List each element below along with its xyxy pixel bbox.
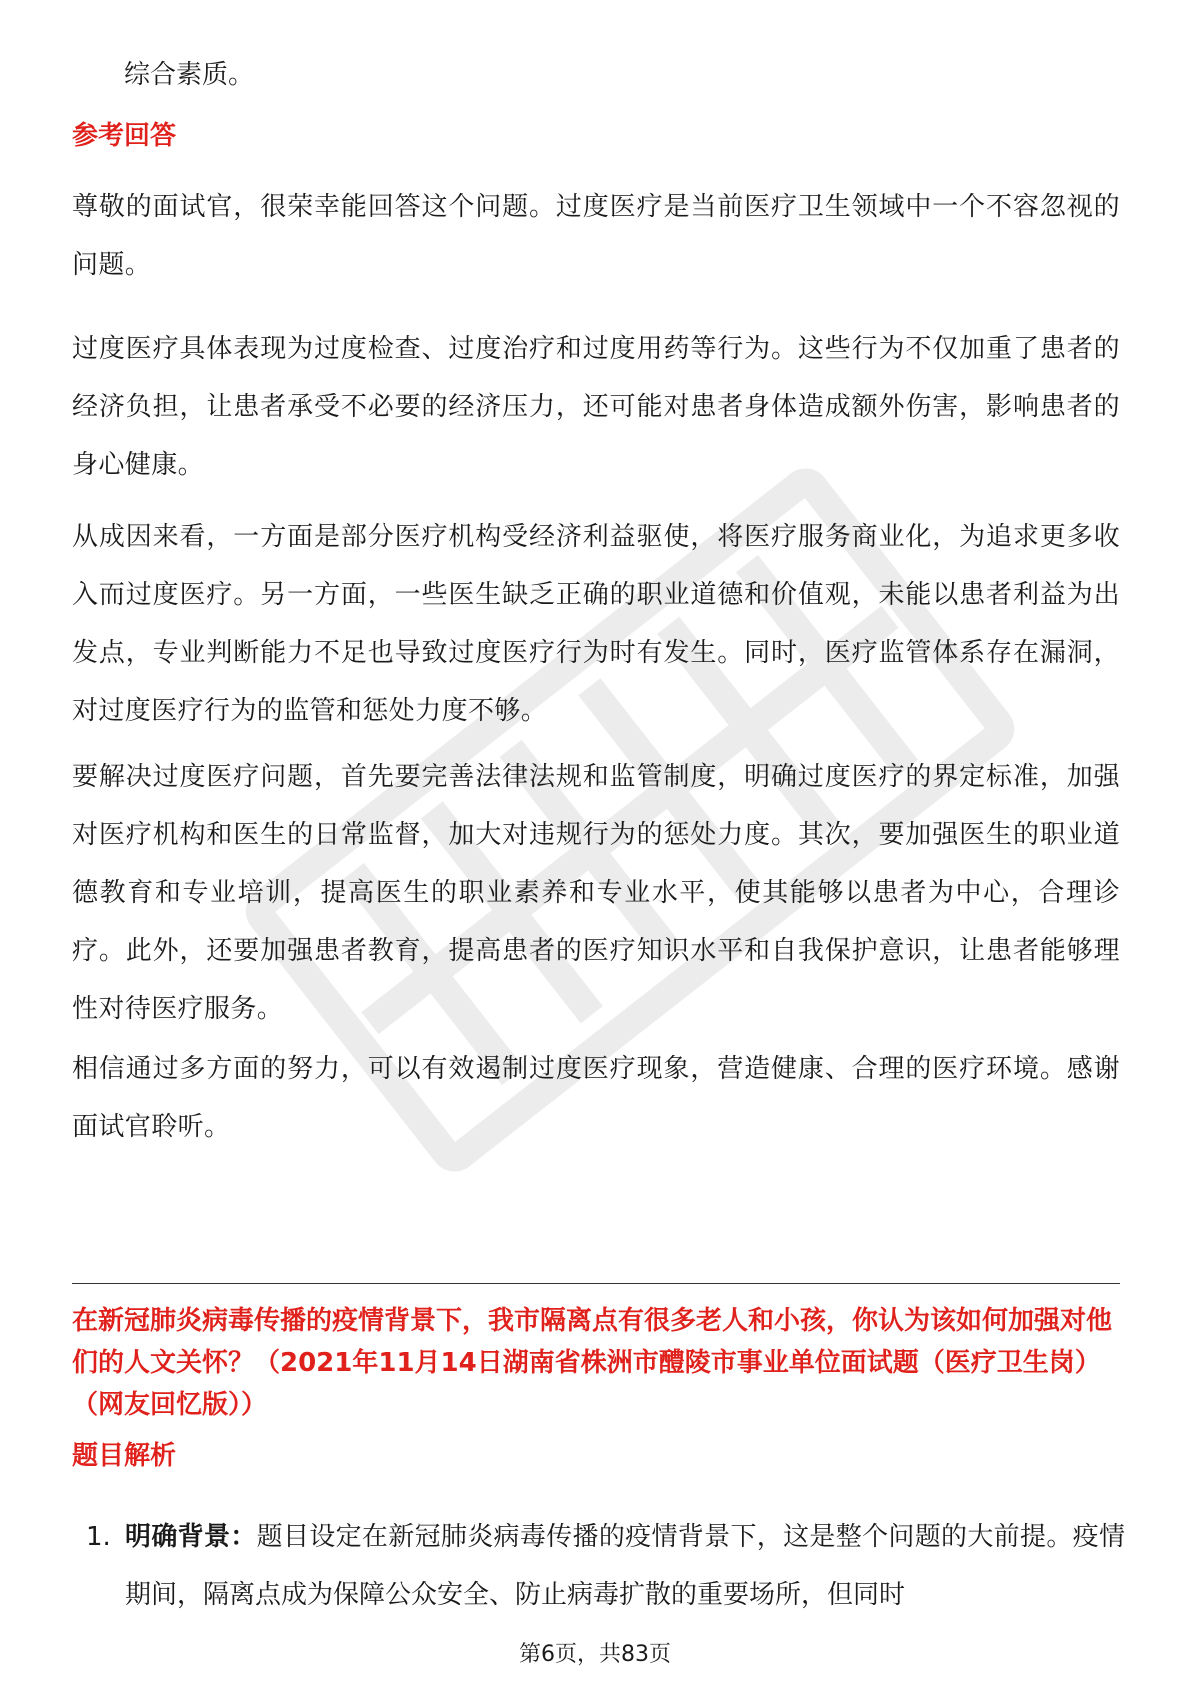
question-title: 在新冠肺炎病毒传播的疫情背景下，我市隔离点有很多老人和小孩，你认为该如何加强对他们的人文关怀？（2021年11月14日湖南省株洲市醴陵市事业单位面试题（医疗卫生岗）（网友回忆版）） — [72, 1306, 1113, 1420]
continuation-text: 综合素质。 — [124, 60, 255, 90]
list-item-number: 1. — [86, 1522, 111, 1552]
answer-paragraph-4: 要解决过度医疗问题，首先要完善法律法规和监管制度，明确过度医疗的界定标准，加强对医疗机构和医生的日常监督，加大对违规行为的惩处力度。其次，要加强医生的职业道德教育和专业培训，提高医生的职业素养和专业水平，使其能够以患者为中心，合理诊疗。此外，还要加强患者教育，提高患者的医疗知识水平和自我保护意识，让患者能够理性对待医疗服务。 — [72, 762, 1120, 1024]
list-item-text: 题目设定在新冠肺炎病毒传播的疫情背景下，这是整个问题的大前提。疫情期间，隔离点成为保障公众安全、防止病毒扩散的重要场所，但同时 — [125, 1522, 1125, 1610]
answer-paragraph-2: 过度医疗具体表现为过度检查、过度治疗和过度用药等行为。这些行为不仅加重了患者的经济负担，让患者承受不必要的经济压力，还可能对患者身体造成额外伤害，影响患者的身心健康。 — [72, 334, 1120, 480]
analysis-section-label: 题目解析 — [72, 1441, 177, 1471]
list-item-heading: 明确背景： — [125, 1522, 257, 1552]
section-divider — [72, 1283, 1120, 1284]
answer-paragraph-5: 相信通过多方面的努力，可以有效遏制过度医疗现象，营造健康、合理的医疗环境。感谢面试官聆听。 — [72, 1054, 1120, 1142]
answer-paragraph-1: 尊敬的面试官，很荣幸能回答这个问题。过度医疗是当前医疗卫生领域中一个不容忽视的问题。 — [72, 192, 1120, 280]
answer-paragraph-3: 从成因来看，一方面是部分医疗机构受经济利益驱使，将医疗服务商业化，为追求更多收入而过度医疗。另一方面，一些医生缺乏正确的职业道德和价值观，未能以患者利益为出发点，专业判断能力不足也导致过度医疗行为时有发生。同时，医疗监管体系存在漏洞，对过度医疗行为的监管和惩处力度不够。 — [72, 522, 1120, 726]
list-item-body — [125, 1508, 1125, 1624]
page-footer: 第6页，共83页 — [519, 1642, 671, 1667]
answer-section-label: 参考回答 — [72, 121, 177, 151]
